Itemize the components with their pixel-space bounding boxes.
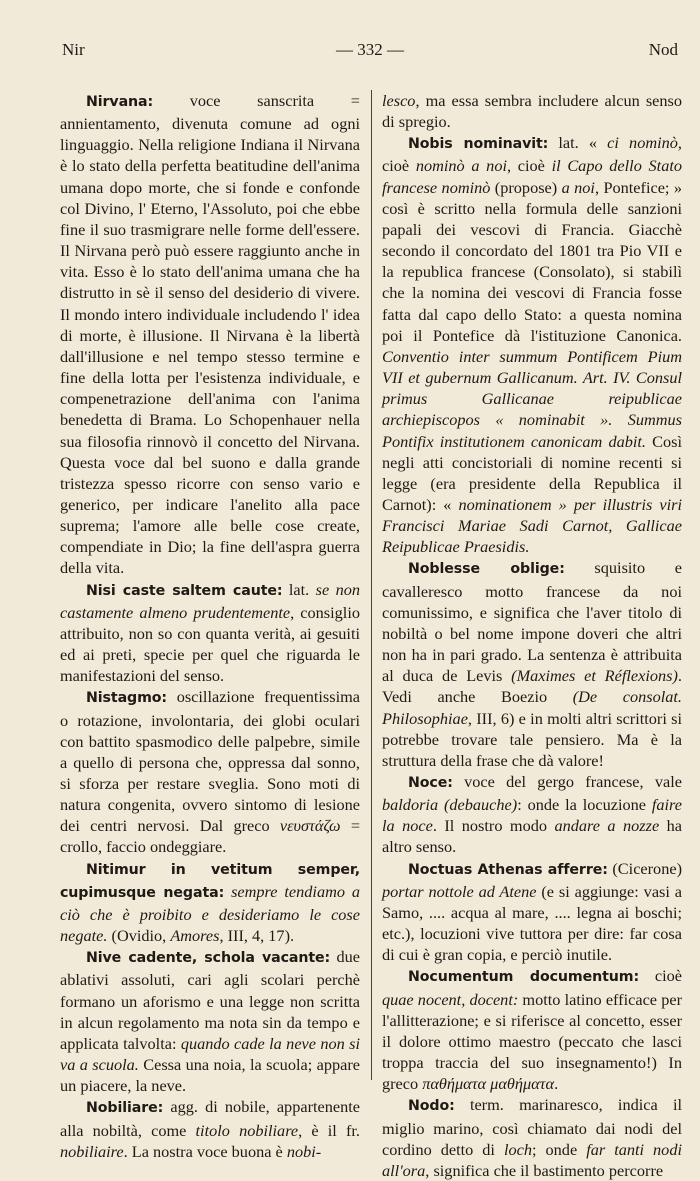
- right-column: [382, 90, 683, 1180]
- header-right-guideword: Nod: [648, 40, 678, 59]
- entry-text: . Il nostro modo: [432, 816, 555, 836]
- dictionary-entry: [60, 90, 360, 579]
- entry-text: faire la noce: [382, 795, 682, 836]
- entry-text: nominò a noi: [415, 156, 507, 176]
- dictionary-entry: [382, 90, 682, 132]
- entry-text: voce del gergo francese, vale: [452, 772, 682, 791]
- entry-text: : onde la locuzione: [517, 795, 652, 815]
- entry-text: , cioè: [382, 133, 682, 176]
- dictionary-entry: [60, 686, 360, 857]
- entry-text: agg. di nobile, appartenente alla nobiltà, come: [60, 1097, 360, 1140]
- entry-text: , consiglio attribuito, non so con quanta verità, ai gesuiti ed ai preti, specie per quel che riguarda le manifestazioni del senso.: [60, 602, 360, 686]
- left-column: [60, 90, 361, 1161]
- entry-headword: Nodo:: [408, 1098, 455, 1115]
- entry-headword: Nocumentum documentum:: [408, 969, 640, 986]
- dictionary-entry: [382, 1094, 682, 1181]
- header-left-guideword: Nir: [62, 40, 85, 59]
- entry-text: (De consolat. Philosophiae: [382, 687, 683, 728]
- entry-text: il Capo dello Stato francese nominò: [382, 156, 683, 197]
- entry-text: portar nottole ad Atene: [382, 881, 537, 901]
- entry-text: , è il fr.: [298, 1120, 360, 1140]
- column-divider: [371, 90, 372, 1080]
- entry-text: sempre tendiamo a ciò che è proibito e desideriamo le cose negate.: [60, 881, 361, 946]
- entry-text: (Maximes et Réflexions): [511, 666, 678, 686]
- entry-headword: Nobiliare:: [86, 1100, 164, 1117]
- entry-text: titolo nobiliare: [195, 1120, 299, 1140]
- entry-headword: Nobis nominavit:: [408, 136, 549, 153]
- entry-headword: Nistagmo:: [86, 690, 167, 707]
- entry-headword: Nitimur in vetitum semper, cupimusque negata:: [60, 861, 360, 901]
- entry-text: Così negli atti concistoriali di nomine recenti si legge (era presidente della Republica il Carnot): «: [382, 431, 682, 514]
- dictionary-entry: [60, 946, 360, 1096]
- entry-text: .: [554, 1074, 559, 1094]
- dictionary-entry: [60, 858, 360, 947]
- entry-text: nobi-: [286, 1141, 322, 1161]
- dictionary-entry: [60, 1096, 360, 1161]
- entry-text: motto latino efficace per l'allitterazione; e si riferisce al concetto, esser il dolore ottimo maestro (peccato che lasci troppa traccia del suo insegnamento!) In greco: [382, 989, 682, 1094]
- entry-text: far tanti nodi all'ora: [382, 1139, 682, 1180]
- entry-text: , Pontefice; » così è scritto nella formula delle sanzioni papali dei vescovi di Francia. Giacchè secondo il concordato del 1801 tra Pio VII e la republica francese (Consolato), si stabilì che la nomina dei vescovi di Francia fosse fatta dal capo dello Stato: a questa nomina poi il Pontefice dà l'istituzione Canonica.: [382, 177, 682, 345]
- entry-text: , cioè: [507, 156, 552, 176]
- entry-text: . Vedi anche Boezio: [382, 666, 682, 707]
- entry-text: quando cade la neve non si va a scuola.: [60, 1033, 361, 1075]
- entry-text: a noi: [561, 177, 595, 197]
- entry-text: lesco: [382, 91, 416, 110]
- entry-headword: Noblesse oblige:: [408, 561, 565, 578]
- entry-headword: Nive cadente, schola vacante:: [86, 950, 331, 967]
- entry-text: Cessa una noia, la scuola; appare un piacere, la neve.: [60, 1055, 360, 1096]
- entry-text: squisito e cavalleresco motto francese da noi comunissimo, e significa che l'aver titolo di nobiltà o bel nome impone doveri che altri non ha in pari grado. La sentenza è attribuita al duca de Levis: [382, 558, 682, 686]
- dictionary-entry: [382, 132, 682, 557]
- dictionary-entry: [382, 557, 682, 771]
- entry-text: ; onde: [532, 1139, 587, 1159]
- entry-text: (Cicerone): [607, 858, 682, 878]
- dictionary-entry: [382, 771, 682, 858]
- entry-headword: Nirvana:: [86, 94, 154, 110]
- entry-text: παθήματα μαθήματα: [422, 1074, 555, 1094]
- entry-text: ha altro senso.: [382, 816, 683, 857]
- entry-text: . La nostra voce buona è: [123, 1141, 287, 1161]
- entry-headword: Noctuas Athenas afferre:: [408, 861, 608, 878]
- entry-text: quae nocent, docent:: [382, 989, 519, 1009]
- entry-text: due ablativi assoluti, cari agli scolari perchè formano un aforismo e una legge non scritta in alcun regolamento ma nota sin da tempo e applicata talvolta:: [60, 947, 360, 1053]
- entry-text: loch: [503, 1139, 532, 1159]
- dictionary-entry: [382, 858, 682, 966]
- page-header: [62, 40, 678, 66]
- entry-text: (propose): [490, 177, 562, 197]
- entry-text: Amores: [170, 926, 220, 946]
- entry-text: , significa che il bastimento percorre: [425, 1160, 664, 1180]
- entry-text: oscillazione frequentissima o rotazione, involontaria, dei globi oculari con battito spasmodico delle palpebre, simile a quello di persona che, oppressa dal sonno, si sforza per restare sveglia. Sono moti di natura congenita, ovvero sintomo di lesione dei centri nervosi. Dal greco: [60, 687, 360, 836]
- dictionary-entry: [382, 965, 682, 1094]
- entry-text: baldoria (debauche): [382, 795, 518, 815]
- entry-text: term. marinaresco, indica il miglio marino, così chiamato dai nodi del cordino detto di: [382, 1095, 682, 1159]
- entry-text: = crollo, faccio ondeggiare.: [60, 816, 360, 857]
- entry-text: se non castamente almeno prudentemente: [60, 579, 360, 622]
- entry-text: (Ovidio,: [107, 926, 171, 946]
- entry-text: nominationem » per illustris viri Francisci Mariae Sadi Carnot, Gallicae Reipublicae Praesidis.: [382, 494, 683, 557]
- entry-text: (e si aggiunge: vasi a Samo, .... acqua al mare, .... legna ai boschi; etc.), locuzioni vive tuttora per dire: far cosa di cui è gran copia, e perciò inutile.: [382, 881, 682, 965]
- page-number: — 332 —: [336, 40, 404, 59]
- entry-text: lat.: [282, 579, 316, 599]
- entry-text: , III, 4, 17).: [219, 926, 295, 946]
- entry-text: lat. «: [548, 133, 608, 153]
- entry-text: νευστάζω: [279, 816, 341, 836]
- entry-headword: Nisi caste saltem caute:: [86, 582, 283, 599]
- entry-text: cioè: [639, 966, 682, 986]
- entry-headword: Noce:: [408, 775, 453, 791]
- entry-text: voce sanscrita = annientamento, divenuta comune ad ogni linguaggio. Nella religione Indiana il Nirvana è lo stato della perfetta beatitudine dell'anima umana dopo morte, che si fonde e confonde col Divino, l' Eterno, l'Assoluto, poi che ebbe fine il suo trasmigrare nelle forme dell'essere. Il Nirvana però può essere raggiunto anche in vita. Esso è lo stato dell'anima umana che ha distrutto in sè il senso del desiderio di vivere. Il mondo intero individuale includendo l' idea di morte, è illusione. Il Nirvana è la libertà dall'illusione e nel tempo stesso termine e fine della lotta per l'esistenza individuale, e compenetrazione dell'anima con l'anima benedetta di Brama. Lo Schopenhauer nella sua filosofia rinnovò il concetto del Nirvana. Questa voce dal bel suono e dalla grande tristezza spesso ricorre con senso vario e generico, per indicare l'anelito alla pace suprema; l'amore alle belle cose create, compendiate in Dio; la fine dell'aspra guerra della vita.: [60, 91, 360, 578]
- entry-text: , III, 6) e in molti altri scrittori si potrebbe trovare tale pensiero. Ma è la struttura della frase che dà valore!: [382, 708, 682, 770]
- entry-text: Conventio inter summum Pontificem Pium VII et gubernum Gallicanum. Art. IV. Consul primus Gallicanae reipublicae archiepiscopos « nominabit ». Summus Pontifix institutionem canonicam dabit.: [382, 346, 682, 451]
- entry-text: ci nominò: [607, 133, 678, 153]
- entry-text: nobiliaire: [60, 1141, 124, 1161]
- entry-text: , ma essa sembra includere alcun senso di spregio.: [382, 91, 682, 132]
- dictionary-entry: [60, 579, 360, 687]
- entry-text: andare a nozze: [554, 816, 660, 836]
